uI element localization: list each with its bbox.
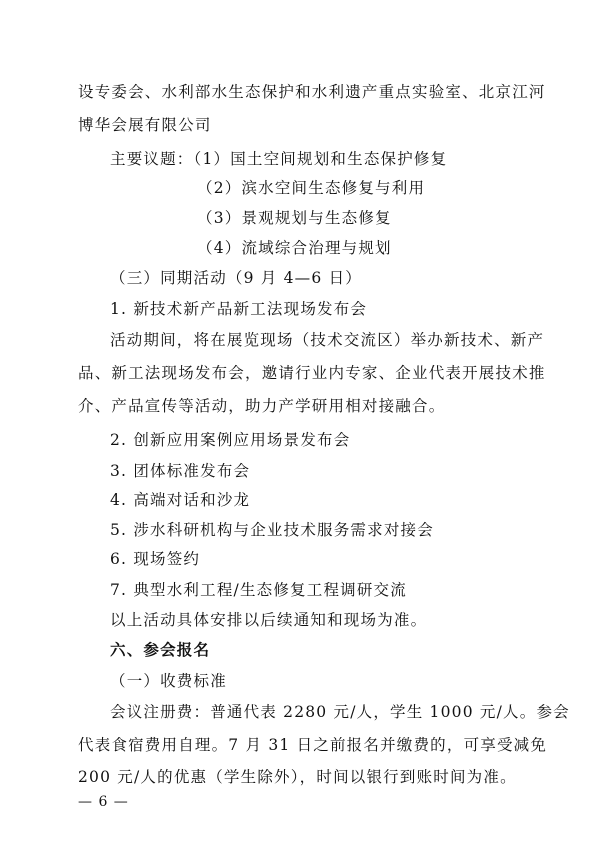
- activity-item-1: 1. 新技术新产品新工法现场发布会: [110, 300, 368, 318]
- section-heading-registration: 六、参会报名: [110, 640, 211, 659]
- fee-paragraph-line-3: 200 元/人的优惠（学生除外），时间以银行到账时间为准。: [78, 768, 517, 786]
- activity-description-line-3: 介、产品宣传等活动，助力产学研用相对接融合。: [78, 397, 446, 415]
- paragraph-organizer-list-continued: 设专委会、水利部水生态保护和水利遗产重点实验室、北京江河: [78, 83, 546, 101]
- fee-paragraph-line-1: 会议注册费：普通代表 2280 元/人，学生 1000 元/人。参会: [110, 703, 570, 721]
- paragraph-organizer-list-end: 博华会展有限公司: [78, 116, 212, 134]
- page-number: — 6 —: [78, 794, 129, 810]
- topic-item-4: （4）流域综合治理与规划: [197, 239, 392, 257]
- activity-description-line-2: 品、新工法现场发布会，邀请行业内专家、企业代表开展技术推: [78, 364, 546, 382]
- activity-note: 以上活动具体安排以后续通知和现场为准。: [110, 611, 428, 629]
- activity-item-4: 4. 高端对话和沙龙: [110, 491, 251, 509]
- activity-item-6: 6. 现场签约: [110, 550, 201, 568]
- fee-paragraph-line-2: 代表食宿费用自理。7 月 31 日之前报名并缴费的，可享受减免: [78, 736, 548, 754]
- topic-heading-line: 主要议题：（1）国土空间规划和生态保护修复: [110, 150, 448, 168]
- activity-item-5: 5. 涉水科研机构与企业技术服务需求对接会: [110, 521, 434, 539]
- subsection-fee-standard: （一）收费标准: [110, 672, 227, 690]
- section-concurrent-activities: （三）同期活动（9 月 4—6 日）: [110, 269, 362, 287]
- topic-item-3: （3）景观规划与生态修复: [197, 209, 392, 227]
- activity-item-3: 3. 团体标准发布会: [110, 462, 251, 480]
- topic-item-2: （2）滨水空间生态修复与利用: [197, 179, 426, 197]
- activity-item-2: 2. 创新应用案例应用场景发布会: [110, 431, 351, 449]
- activity-item-7: 7. 典型水利工程/生态修复工程调研交流: [110, 581, 407, 599]
- activity-description-line-1: 活动期间，将在展览现场（技术交流区）举办新技术、新产: [110, 331, 545, 349]
